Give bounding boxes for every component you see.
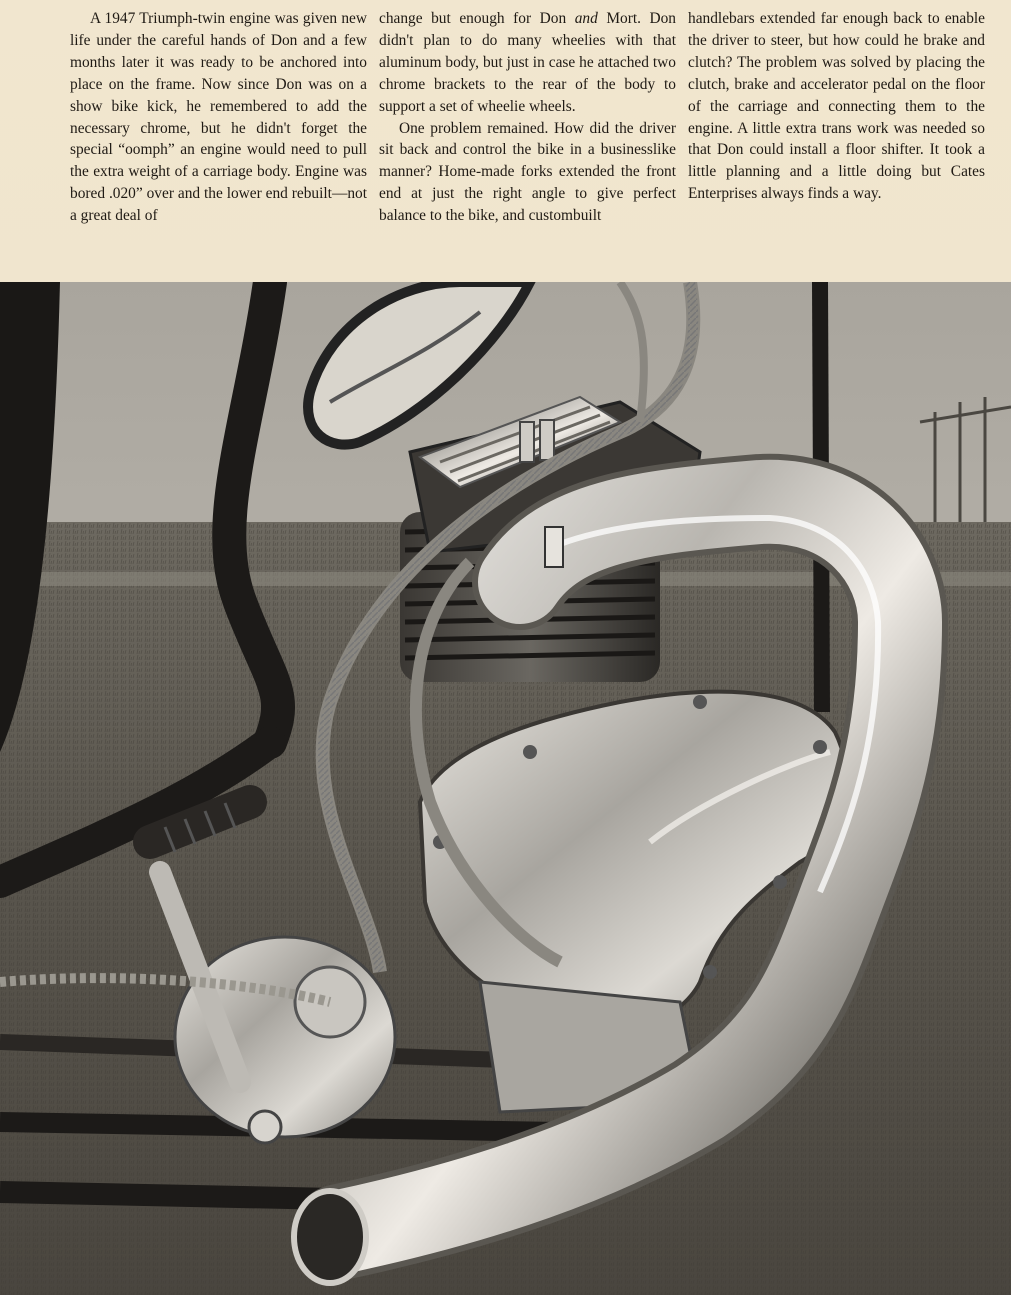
oil-fitting [540, 420, 554, 460]
text-run: change but enough for Don [379, 10, 575, 27]
lever-pivot [249, 1111, 281, 1143]
paragraph: handlebars extended far enough back to enable the driver to steer, but how could he brake and clutch? The problem was solved by placing the clutch, brake and accelerator pedal on the floor of the carriage and connecting them to the engine. A little extra trans work was needed so that Don could install a floor shifter. It took a little planning and a little doing but Cates Enterprises always finds a way. [688, 10, 985, 203]
article-text [70, 8, 985, 272]
paragraph [379, 8, 676, 118]
text-column-3 [688, 8, 985, 272]
italic-word: and [574, 10, 598, 27]
text-column-2 [379, 8, 676, 272]
oil-fitting [520, 422, 534, 462]
text-run: Mort. Don didn't plan to do many wheelies with that aluminum body, but just in case he attached two chrome brackets to the rear of the body to support a set of wheelie wheels. [379, 10, 676, 115]
gearbox-case [175, 937, 395, 1137]
engine-photo [0, 282, 1011, 1295]
exhaust-tip [294, 1191, 366, 1283]
paragraph: A 1947 Triumph-twin engine was given new life under the careful hands of Don and a few months later it was ready to be anchored into place on the frame. Now since Don was on a show bike kick, he remembered to add the necessary chrome, but he didn't forget the special “oomph” an engine would need to pull the extra weight of a carriage body. Engine was bored .020” over and the lower end rebuilt—not a great deal of [70, 10, 367, 225]
paragraph: One problem remained. How did the driver sit back and control the bike in a businesslike manner? Home-made forks extended the front end at just the right angle to give perfect balance to the bike, and custombuilt [379, 119, 676, 225]
engine-photo-illustration [0, 282, 1011, 1295]
text-column-1 [70, 8, 367, 272]
spark-plug [545, 527, 563, 567]
